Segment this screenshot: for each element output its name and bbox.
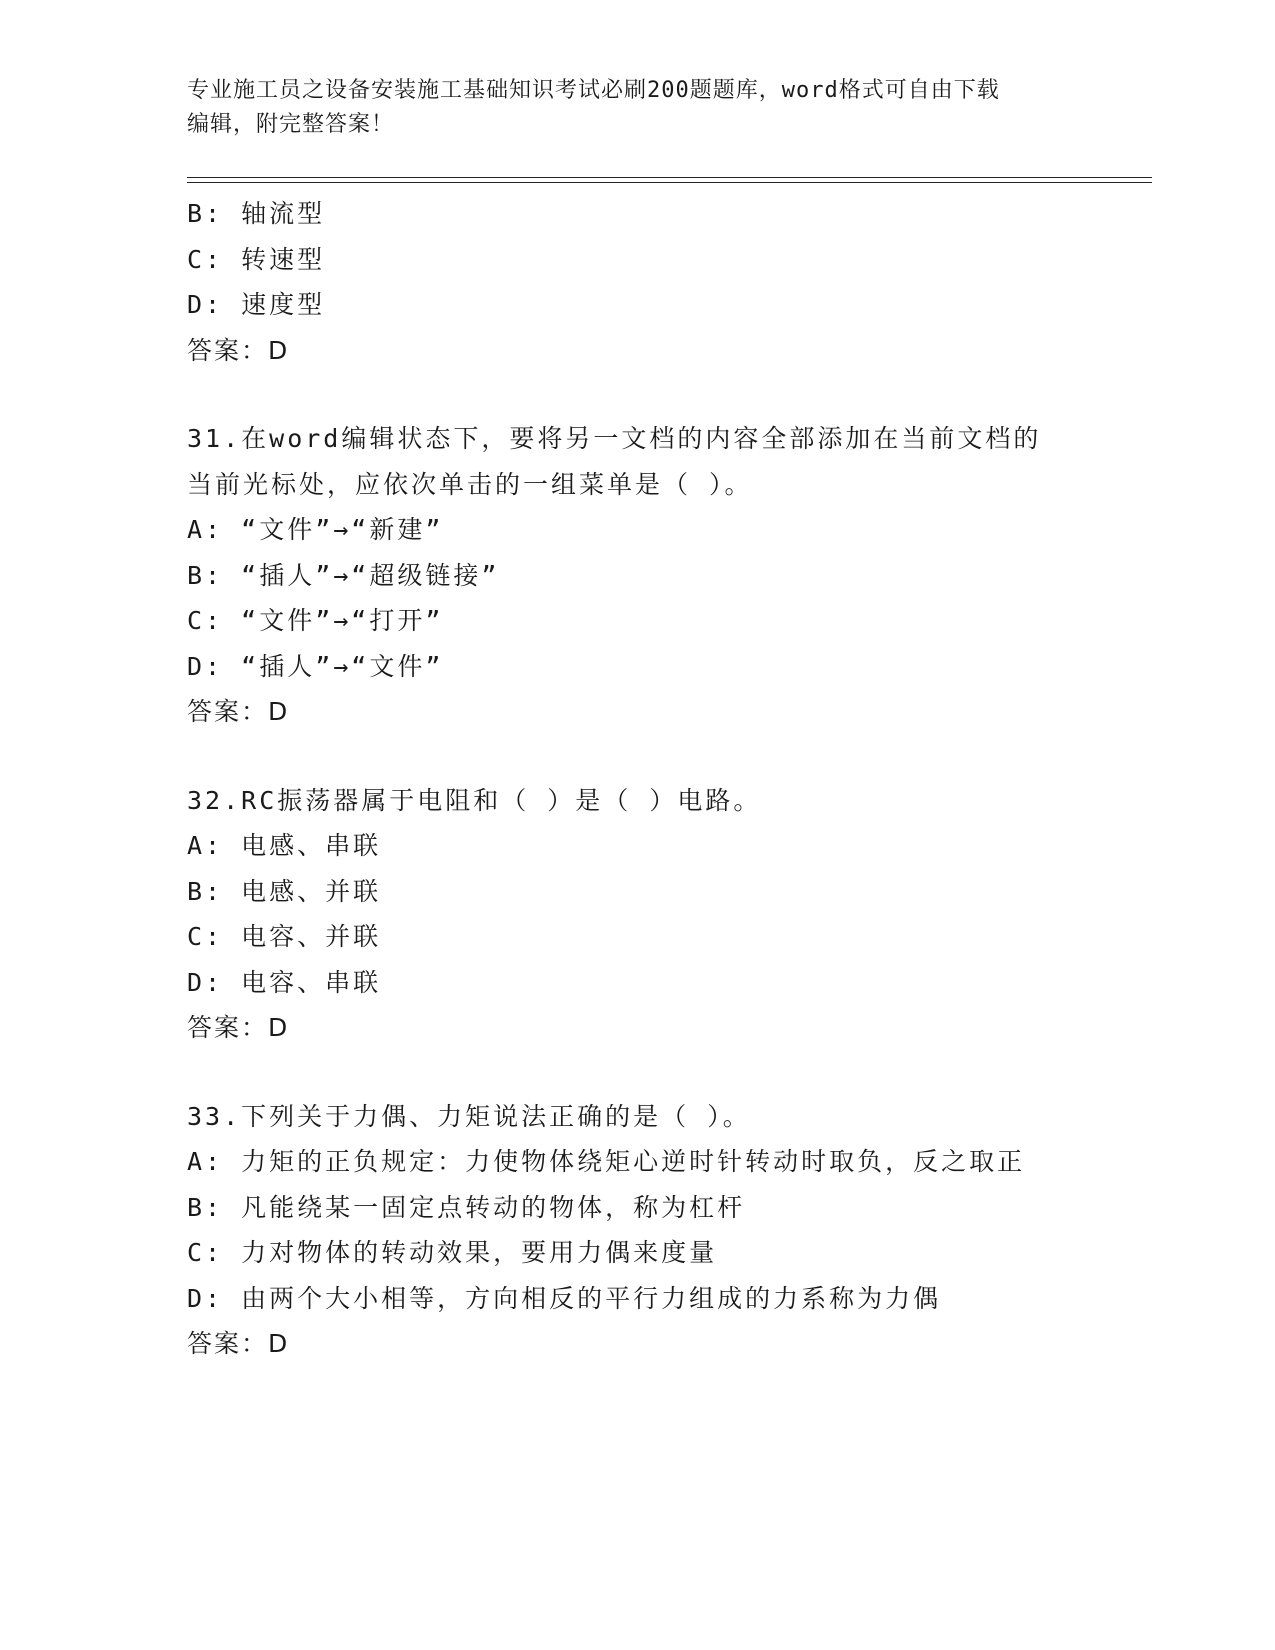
header-divider-bottom [187,182,1152,183]
header-line-1: 专业施工员之设备安装施工基础知识考试必刷200题题库，word格式可自由下载 [187,78,1000,103]
question-stem: 31.在word编辑状态下，要将另一文档的内容全部添加在当前文档的 [187,424,1042,453]
option-c: C: 力对物体的转动效果，要用力偶来度量 [187,1238,718,1267]
answer-line: 答案：D [187,335,290,365]
header-line-2: 编辑，附完整答案！ [187,112,395,137]
answer-line: 答案：D [187,1013,290,1042]
option-a: A: “文件”→“新建” [187,515,444,544]
option-a: A: 力矩的正负规定：力使物体绕矩心逆时针转动时取负，反之取正 [187,1147,1026,1176]
option-a: A: 电感、串联 [187,831,382,860]
answer-line: 答案：D [187,1329,290,1358]
answer-line: 答案：D [187,697,290,726]
question-31 [187,416,1147,735]
option-b: B: “插人”→“超级链接” [187,560,500,590]
question-30-tail [187,191,1147,373]
spacer [187,735,1147,778]
option-d: D: “插人”→“文件” [187,651,444,681]
document-header [187,74,1067,142]
option-d: D: 速度型 [187,290,326,319]
question-stem-continued: 当前光标处，应依次单击的一组菜单是（ ）。 [187,469,753,499]
option-b: B: 电感、并联 [187,876,382,906]
option-d: D: 电容、串联 [187,967,382,997]
option-b: B: 凡能绕某一固定点转动的物体，称为杠杆 [187,1192,746,1222]
question-stem: 33.下列关于力偶、力矩说法正确的是（ ）。 [187,1101,751,1131]
option-b: B: 轴流型 [187,199,326,228]
question-list [187,191,1147,1367]
spacer [187,1051,1147,1094]
option-c: C: 转速型 [187,244,326,274]
option-c: C: “文件”→“打开” [187,606,444,635]
question-33 [187,1094,1147,1367]
header-divider-top [187,177,1152,178]
question-32 [187,778,1147,1051]
option-c: C: 电容、并联 [187,922,382,951]
spacer [187,373,1147,416]
option-d: D: 由两个大小相等，方向相反的平行力组成的力系称为力偶 [187,1283,942,1313]
question-stem: 32.RC振荡器属于电阻和（ ）是（ ）电路。 [187,785,762,815]
